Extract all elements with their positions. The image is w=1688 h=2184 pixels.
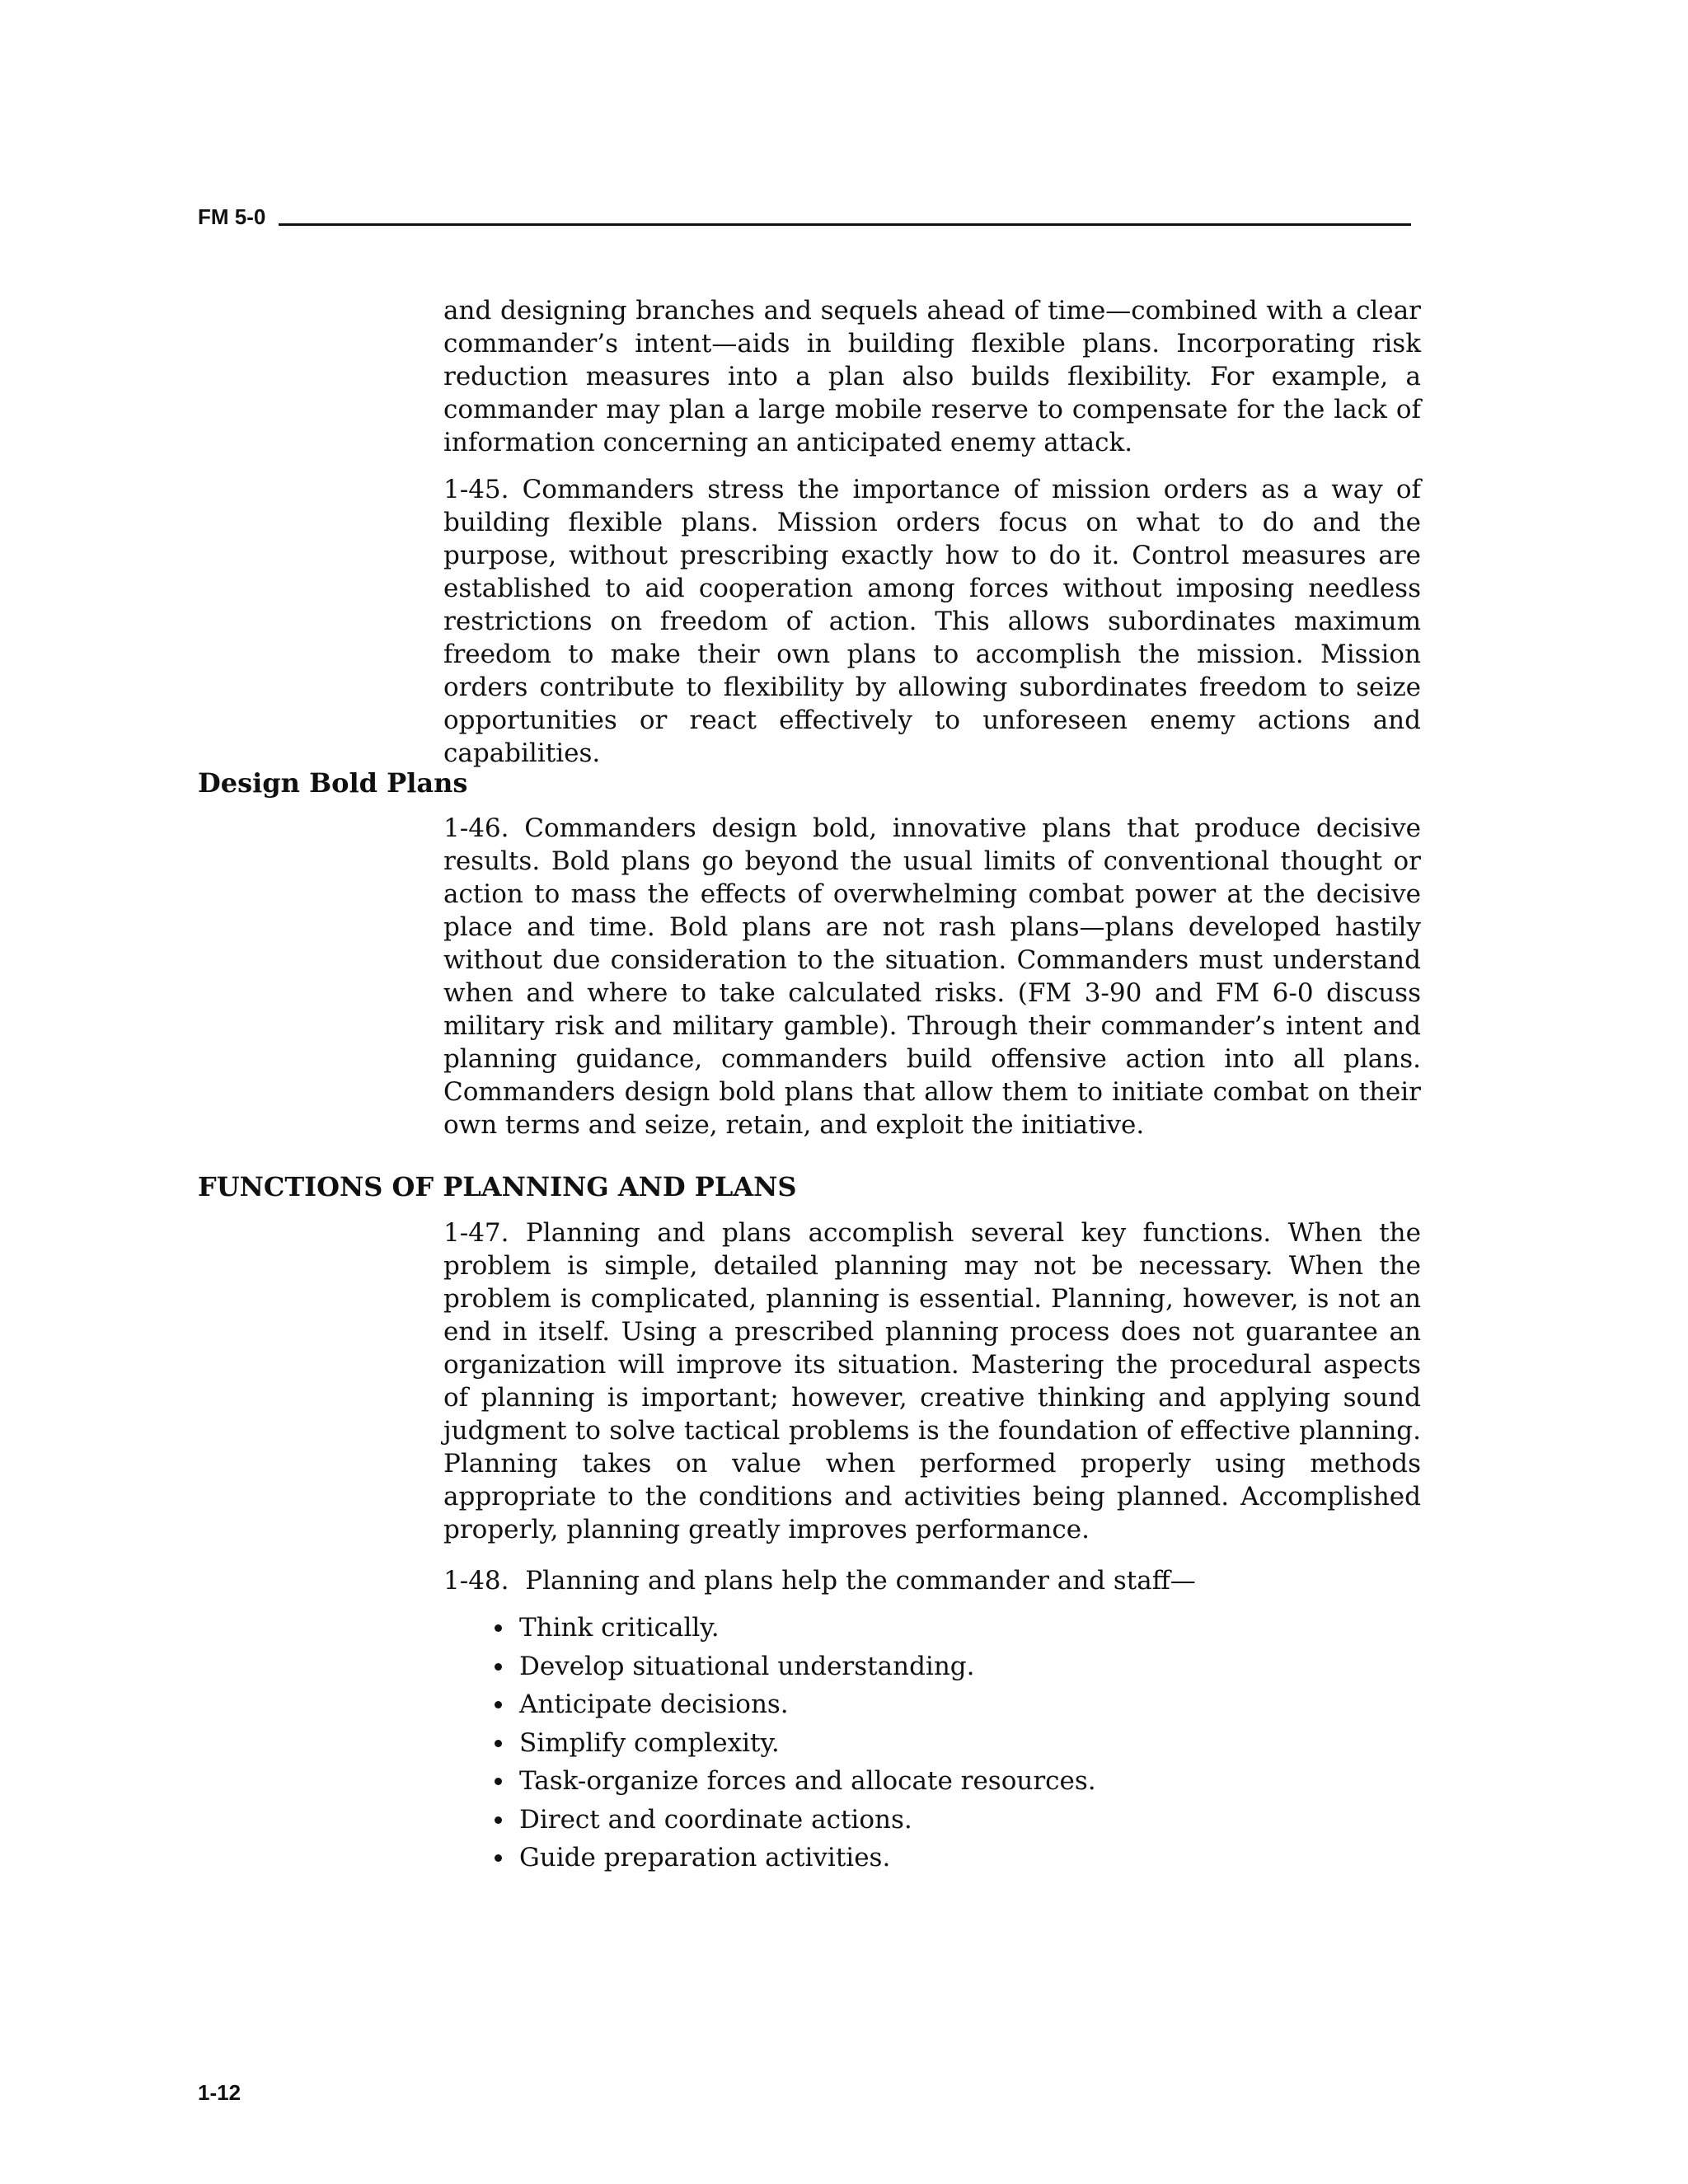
list-item: Guide preparation activities. xyxy=(443,1839,1421,1877)
running-header xyxy=(198,199,1411,229)
function-list xyxy=(443,1609,1421,1877)
paragraph-1-48: 1-48. Planning and plans help the commander and staff— xyxy=(443,1566,1196,1596)
list-item: Develop situational understanding. xyxy=(443,1647,1421,1686)
list-item: Direct and coordinate actions. xyxy=(443,1801,1421,1840)
header-rule xyxy=(279,223,1411,226)
list-item: Think critically. xyxy=(443,1609,1421,1647)
page-number: 1-12 xyxy=(198,2080,241,2105)
section-heading-design-bold-plans: Design Bold Plans xyxy=(198,767,468,799)
publication-id: FM 5-0 xyxy=(198,204,266,229)
list-item: Anticipate decisions. xyxy=(443,1685,1421,1724)
paragraph-1-47: 1-47. Planning and plans accomplish several key functions. When the problem is simple, detailed planning may not be necessary. When the problem is complicated, planning is essential. Planning, however, is not an end in itself. Using a prescribed planning process does not guarantee an organization will improve its situation. Mastering the procedural aspects of planning is important; however, creative thinking and applying sound judgment to solve tactical problems is the foundation of effective planning. Planning takes on value when performed properly using methods appropriate to the conditions and activities being planned. Accomplished properly, planning greatly improves performance. xyxy=(443,1218,1421,1544)
paragraph-1-45: 1-45. Commanders stress the importance of mission orders as a way of building flexible plans. Mission orders focus on what to do and the purpose, without prescribing exactly how to do it. Control measures are established to aid cooperation among forces without imposing needless restrictions on freedom of action. This allows subordinates maximum freedom to make their own plans to accomplish the mission. Mission orders contribute to flexibility by allowing subordinates freedom to seize opportunities or react effectively to unforeseen enemy actions and capabilities. xyxy=(443,475,1421,768)
bullet-icon xyxy=(495,1663,502,1671)
paragraph-continued: and designing branches and sequels ahead of time—combined with a clear commander’s intent—aids in building flexible plans. Incorporating risk reduction measures into a plan also builds flexibility. For example, a commander may plan a large mobile reserve to compensate for the lack of information concerning an anticipated enemy attack. xyxy=(443,296,1421,457)
paragraph-1-46: 1-46. Commanders design bold, innovative plans that produce decisive results. Bold plans go beyond the usual limits of conventional thought or action to mass the effects of overwhelming combat power at the decisive place and time. Bold plans are not rash plans—plans developed hastily without due consideration to the situation. Commanders must understand when and where to take calculated risks. (FM 3-90 and FM 6-0 discuss military risk and military gamble). Through their commander’s intent and planning guidance, commanders build offensive action into all plans. Commanders design bold plans that allow them to initiate combat on their own terms and seize, retain, and exploit the initiative. xyxy=(443,813,1421,1140)
list-item: Task-organize forces and allocate resources. xyxy=(443,1762,1421,1801)
bullet-icon xyxy=(495,1778,502,1785)
bullet-icon xyxy=(495,1624,502,1632)
list-item: Simplify complexity. xyxy=(443,1724,1421,1763)
bullet-icon xyxy=(495,1740,502,1747)
section-heading-functions: FUNCTIONS OF PLANNING AND PLANS xyxy=(198,1171,797,1202)
bullet-icon xyxy=(495,1816,502,1824)
bullet-icon xyxy=(495,1701,502,1708)
bullet-icon xyxy=(495,1854,502,1862)
